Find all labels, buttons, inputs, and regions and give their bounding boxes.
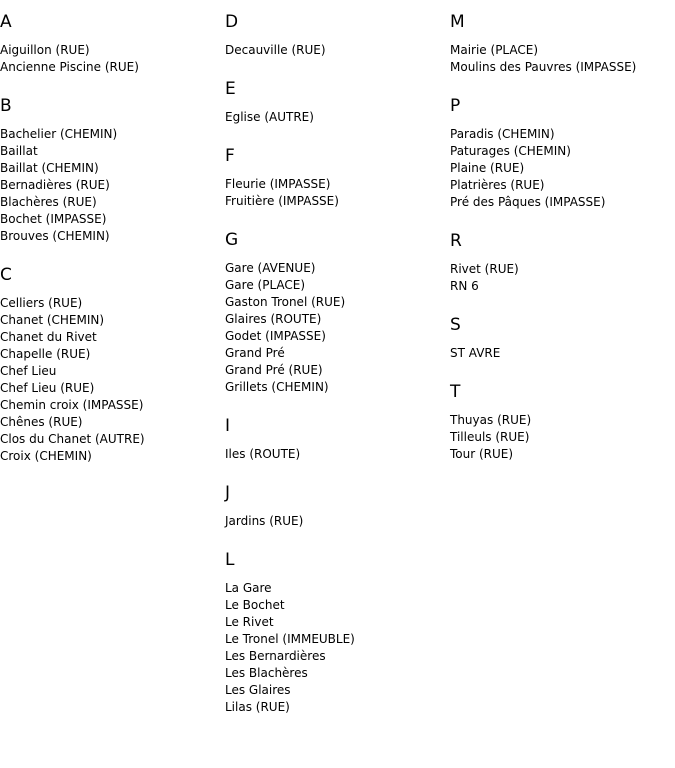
letter-section-d — [225, 12, 445, 59]
street-entry[interactable]: Godet (IMPASSE) — [225, 329, 326, 343]
street-entry[interactable]: Eglise (AUTRE) — [225, 110, 314, 124]
street-list — [450, 412, 675, 463]
street-entry[interactable]: Les Blachères — [225, 666, 308, 680]
street-entry[interactable]: La Gare — [225, 581, 272, 595]
street-list — [450, 261, 675, 295]
street-entry[interactable]: Celliers (RUE) — [0, 296, 83, 310]
street-entry[interactable]: Tilleuls (RUE) — [450, 430, 530, 444]
street-list — [0, 42, 220, 76]
street-list — [450, 126, 675, 211]
street-index-column-3 — [450, 0, 675, 483]
street-entry[interactable]: Blachères (RUE) — [0, 195, 97, 209]
street-entry[interactable]: Chanet du Rivet — [0, 330, 97, 344]
street-entry[interactable]: Le Tronel (IMMEUBLE) — [225, 632, 355, 646]
street-entry[interactable]: Chapelle (RUE) — [0, 347, 91, 361]
letter-section-r — [450, 231, 675, 295]
street-entry[interactable]: Bernadières (RUE) — [0, 178, 110, 192]
street-entry[interactable]: Baillat (CHEMIN) — [0, 161, 99, 175]
street-entry[interactable]: Chênes (RUE) — [0, 415, 83, 429]
street-list — [225, 42, 445, 59]
street-entry[interactable]: Paturages (CHEMIN) — [450, 144, 571, 158]
street-entry[interactable]: Brouves (CHEMIN) — [0, 229, 110, 243]
letter-heading: R — [450, 231, 462, 251]
street-index-column-2 — [225, 0, 445, 736]
letter-section-p — [450, 96, 675, 211]
street-entry[interactable]: Chef Lieu (RUE) — [0, 381, 95, 395]
street-entry[interactable]: Jardins (RUE) — [225, 514, 304, 528]
letter-heading: F — [225, 146, 235, 166]
street-entry[interactable]: Tour (RUE) — [450, 447, 514, 461]
letter-heading: D — [225, 12, 239, 32]
street-entry[interactable]: Le Rivet — [225, 615, 274, 629]
street-entry[interactable]: Les Glaires — [225, 683, 291, 697]
street-entry[interactable]: Gare (AVENUE) — [225, 261, 316, 275]
street-list — [0, 126, 220, 245]
street-entry[interactable]: Chanet (CHEMIN) — [0, 313, 105, 327]
street-index-column-1 — [0, 0, 220, 485]
letter-heading: P — [450, 96, 461, 116]
street-entry[interactable]: RN 6 — [450, 279, 479, 293]
letter-heading: G — [225, 230, 239, 250]
street-list — [450, 345, 675, 362]
street-entry[interactable]: Ancienne Piscine (RUE) — [0, 60, 139, 74]
street-entry[interactable]: Platrières (RUE) — [450, 178, 545, 192]
street-entry[interactable]: Fleurie (IMPASSE) — [225, 177, 331, 191]
street-entry[interactable]: Baillat — [0, 144, 38, 158]
letter-section-l — [225, 550, 445, 716]
street-entry[interactable]: Bochet (IMPASSE) — [0, 212, 107, 226]
street-entry[interactable]: Aiguillon (RUE) — [0, 43, 90, 57]
letter-section-s — [450, 315, 675, 362]
street-entry[interactable]: Fruitière (IMPASSE) — [225, 194, 339, 208]
street-entry[interactable]: Glaires (ROUTE) — [225, 312, 322, 326]
street-entry[interactable]: Pré des Pâques (IMPASSE) — [450, 195, 606, 209]
letter-section-j — [225, 483, 445, 530]
letter-section-i — [225, 416, 445, 463]
street-entry[interactable]: Mairie (PLACE) — [450, 43, 539, 57]
street-list — [225, 446, 445, 463]
letter-heading: E — [225, 79, 236, 99]
letter-heading: B — [0, 96, 12, 116]
street-list — [225, 513, 445, 530]
letter-heading: L — [225, 550, 235, 570]
street-list — [225, 109, 445, 126]
street-entry[interactable]: Decauville (RUE) — [225, 43, 326, 57]
street-entry[interactable]: Plaine (RUE) — [450, 161, 525, 175]
street-entry[interactable]: Grand Pré (RUE) — [225, 363, 323, 377]
street-entry[interactable]: Grand Pré — [225, 346, 285, 360]
street-entry[interactable]: Rivet (RUE) — [450, 262, 519, 276]
street-entry[interactable]: Grillets (CHEMIN) — [225, 380, 329, 394]
street-entry[interactable]: Moulins des Pauvres (IMPASSE) — [450, 60, 637, 74]
letter-heading: A — [0, 12, 12, 32]
street-entry[interactable]: Chemin croix (IMPASSE) — [0, 398, 144, 412]
street-entry[interactable]: Les Bernardières — [225, 649, 326, 663]
letter-section-b — [0, 96, 220, 245]
street-entry[interactable]: Le Bochet — [225, 598, 285, 612]
street-entry[interactable]: Bachelier (CHEMIN) — [0, 127, 118, 141]
street-list — [225, 580, 445, 716]
letter-heading: I — [225, 416, 231, 436]
street-list — [225, 176, 445, 210]
letter-section-e — [225, 79, 445, 126]
street-entry[interactable]: Croix (CHEMIN) — [0, 449, 92, 463]
street-entry[interactable]: Gare (PLACE) — [225, 278, 306, 292]
street-entry[interactable]: Iles (ROUTE) — [225, 447, 301, 461]
street-entry[interactable]: Lilas (RUE) — [225, 700, 290, 714]
letter-heading: T — [450, 382, 461, 402]
letter-section-t — [450, 382, 675, 463]
street-entry[interactable]: Thuyas (RUE) — [450, 413, 532, 427]
street-list — [225, 260, 445, 396]
street-entry[interactable]: Clos du Chanet (AUTRE) — [0, 432, 145, 446]
letter-heading: J — [225, 483, 231, 503]
letter-section-a — [0, 12, 220, 76]
street-entry[interactable]: Paradis (CHEMIN) — [450, 127, 555, 141]
street-entry[interactable]: Chef Lieu — [0, 364, 57, 378]
street-entry[interactable]: Gaston Tronel (RUE) — [225, 295, 346, 309]
letter-heading: C — [0, 265, 12, 285]
letter-section-g — [225, 230, 445, 396]
letter-section-c — [0, 265, 220, 465]
letter-section-f — [225, 146, 445, 210]
street-entry[interactable]: ST AVRE — [450, 346, 501, 360]
street-list — [450, 42, 675, 76]
letter-heading: M — [450, 12, 465, 32]
letter-section-m — [450, 12, 675, 76]
street-list — [0, 295, 220, 465]
letter-heading: S — [450, 315, 461, 335]
